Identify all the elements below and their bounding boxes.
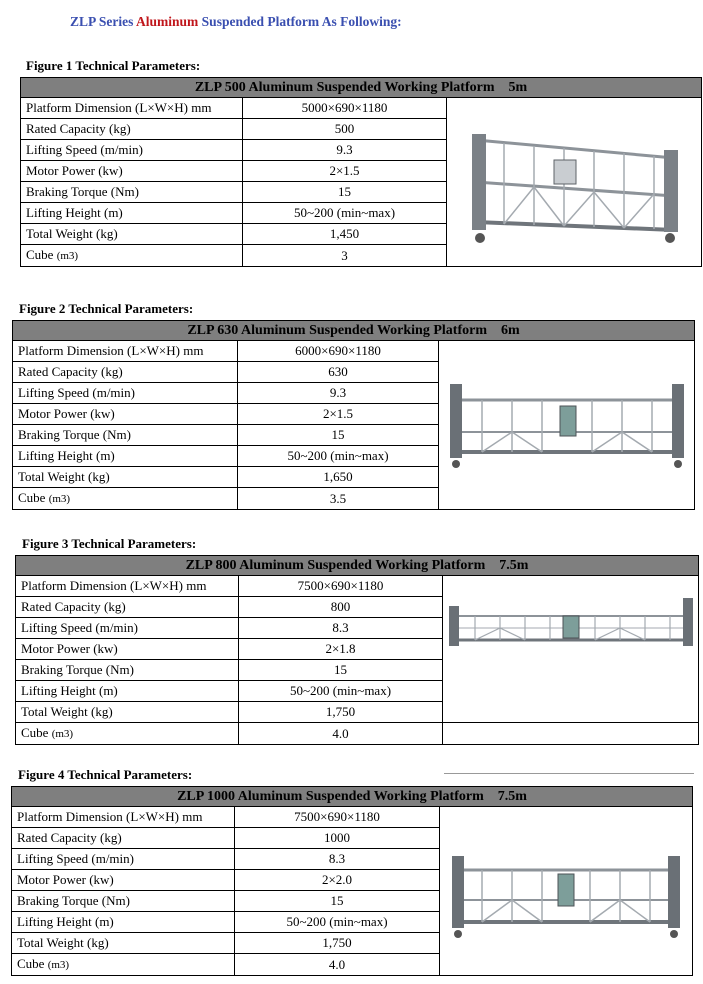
table-row: Lifting Height (m) 50~200 (min~max): [21, 203, 702, 224]
figure-2-caption: Figure 2 Technical Parameters:: [19, 301, 194, 316]
table-heading: ZLP 800 Aluminum Suspended Working Platform 7.5m: [16, 556, 699, 576]
figure-3-caption: Figure 3 Technical Parameters:: [22, 536, 197, 551]
suspended-platform-icon: [445, 576, 697, 666]
table-row: Motor Power (kw) 2×1.5: [13, 404, 695, 425]
table-row: Cube (m3) 4.0: [16, 723, 699, 745]
table-row: Lifting Speed (m/min) 9.3: [13, 383, 695, 404]
table-row: Platform Dimension (L×W×H) mm 7500×690×1180: [16, 576, 699, 597]
table-row: Cube (m3) 4.0: [12, 954, 693, 976]
table-row: Total Weight (kg) 1,650: [13, 467, 695, 488]
figure-3-table: [15, 555, 699, 745]
table-row: Rated Capacity (kg) 500: [21, 119, 702, 140]
table-row: Rated Capacity (kg) 1000: [12, 828, 693, 849]
table-row: Platform Dimension (L×W×H) mm 5000×690×1180: [21, 98, 702, 119]
table-row: Cube (m3) 3: [21, 245, 702, 267]
table-row: Motor Power (kw) 2×1.8: [16, 639, 699, 660]
platform-photo-1: [447, 98, 702, 267]
suspended-platform-icon: [454, 112, 694, 252]
figure-4-caption: Figure 4 Technical Parameters:: [18, 767, 193, 782]
table-row: Lifting Height (m) 50~200 (min~max): [12, 912, 693, 933]
table-row: Lifting Height (m) 50~200 (min~max): [16, 681, 699, 702]
table-row: Braking Torque (Nm) 15: [13, 425, 695, 446]
table-row: Motor Power (kw) 2×2.0: [12, 870, 693, 891]
suspended-platform-icon: [442, 370, 692, 480]
table-row: Rated Capacity (kg) 630: [13, 362, 695, 383]
figure-1-table: [20, 77, 702, 267]
divider: [444, 773, 694, 774]
table-row: Braking Torque (Nm) 15: [21, 182, 702, 203]
figure-4-table: [11, 786, 693, 976]
table-row: Motor Power (kw) 2×1.5: [21, 161, 702, 182]
table-row: Lifting Speed (m/min) 8.3: [16, 618, 699, 639]
table-row: Braking Torque (Nm) 15: [12, 891, 693, 912]
table-row: Lifting Height (m) 50~200 (min~max): [13, 446, 695, 467]
table-row: Total Weight (kg) 1,450: [21, 224, 702, 245]
platform-photo-3: [443, 576, 699, 723]
table-heading: ZLP 1000 Aluminum Suspended Working Platform 7.5m: [12, 787, 693, 807]
table-row: Total Weight (kg) 1,750: [12, 933, 693, 954]
page-title: ZLP Series Aluminum Suspended Platform As Following:: [70, 14, 402, 29]
suspended-platform-icon: [442, 836, 690, 946]
table-row: Lifting Speed (m/min) 8.3: [12, 849, 693, 870]
table-heading: ZLP 630 Aluminum Suspended Working Platform 6m: [13, 321, 695, 341]
table-heading: ZLP 500 Aluminum Suspended Working Platform 5m: [21, 78, 702, 98]
table-row: Rated Capacity (kg) 800: [16, 597, 699, 618]
table-row: Braking Torque (Nm) 15: [16, 660, 699, 681]
figure-1-caption: Figure 1 Technical Parameters:: [26, 58, 201, 73]
platform-photo-4: [440, 807, 693, 976]
title-accent: Aluminum: [136, 14, 199, 29]
table-row: Platform Dimension (L×W×H) mm 6000×690×1180: [13, 341, 695, 362]
table-row: Platform Dimension (L×W×H) mm 7500×690×1180: [12, 807, 693, 828]
table-row: Cube (m3) 3.5: [13, 488, 695, 510]
platform-photo-2: [439, 341, 695, 510]
table-row: Total Weight (kg) 1,750: [16, 702, 699, 723]
figure-2-table: [12, 320, 695, 510]
table-row: Lifting Speed (m/min) 9.3: [21, 140, 702, 161]
